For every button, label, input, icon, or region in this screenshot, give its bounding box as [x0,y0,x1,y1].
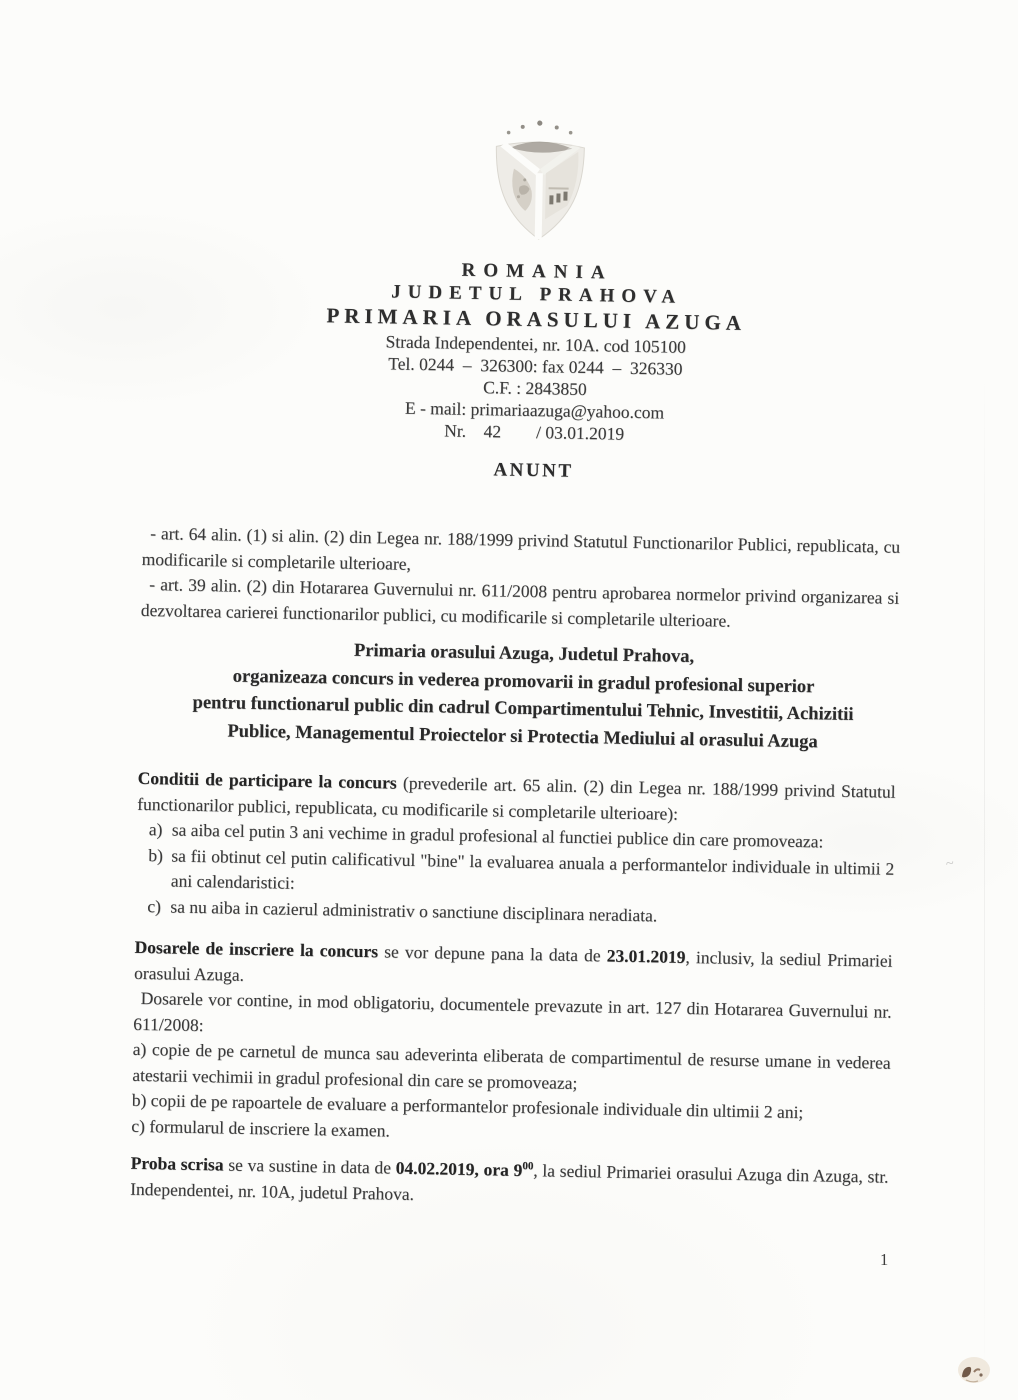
announcement-line: Primaria orasului Azuga, Judetul Prahova, [353,640,695,668]
letterhead-email: E - mail: primariaazuga@yahoo.com [404,397,665,423]
coat-of-arms-icon [483,116,597,244]
dossier-tail: , inclusiv, la sediul Primariei orasului Azuga. [133,946,893,985]
legal-references [141,521,901,637]
letterhead-country: ROMANIA [461,259,613,284]
announcement-line: pentru functionarul public din cadrul Compartimentului Tehnic, Investitii, Achizitii [192,692,854,725]
exam-date: 04.02.2019, ora $9^{00}$ [395,1157,534,1180]
item-text: sa nu aiba in cazierul administrativ o sanctiune disciplinara neradiata. [170,895,658,925]
exam-tail: , la sediul Primariei orasului Azuga din Azuga, str. Independentei, nr. 10A, judetul Prahova. [130,1160,889,1204]
letterhead-address: Strada Independentei, nr. 10A. cod 105100 [385,331,687,357]
announcement-line: organizeaza concurs in vederea promovarii in gradul profesional superior [232,666,815,697]
document-title: ANUNT [493,459,574,482]
announcement-line: Publice, Managementul Proiectelor si Protectia Mediului al orasului Azuga [227,721,818,752]
exam-hour-superscript: 00 [522,1160,534,1173]
dossier-contents-note: Dosarele vor contine, in mod obligatoriu, documentele prevazute in art. 127 din Hotararea Guvernului nr. 611/2008: [133,987,892,1035]
registration-number: Nr. 42 / 03.01.2019 [444,420,625,444]
item-marker: a) [148,819,163,840]
item-marker: c) [147,895,162,916]
letterhead-county: JUDETUL PRAHOVA [390,281,683,308]
dossier-item-a: a) copie de pe carnetul de munca sau adeverinta eliberata de compartimentul de resurse umane in vederea atestarii vechimii in gradul profesional din care se promoveaza; [132,1038,891,1093]
exam-lead: Proba scrisa [130,1152,224,1175]
legal-reference-1: - art. 64 alin. (1) si alin. (2) din Legea nr. 188/1999 privind Statutul Functionarilor Publici, republicata, cu modificarile si completarile ulterioare, [141,523,901,574]
dossier-item-b: b) copii de pe rapoartele de evaluare a performantelor profesionale individuale din ultimii 2 ani; [131,1089,804,1123]
exam-mid: se va sustine in data de [223,1154,396,1178]
dossier-deadline: 23.01.2019 [606,945,686,967]
written-exam-paragraph [130,1151,889,1216]
item-marker: b) [148,844,164,865]
dossier-mid: se vor depune pana la data de [377,941,607,966]
conditions-lead: Conditii de participare la concurs [137,767,397,793]
letterhead-phone: Tel. 0244 – 326300: fax 0244 – 326330 [388,353,683,379]
ink-smudge [950,1350,996,1396]
page-number: 1 [880,1250,889,1269]
conditions-lead-rest: (prevederile art. 65 alin. (2) din Legea nr. 188/1999 privind Statutul functionarilor publici, republicata, cu modificarile si completarile ulterioare): [137,772,896,824]
pencil-squiggle-mark: ~ [944,855,956,873]
dossier-item-c: c) formularul de inscriere la examen. [131,1115,390,1141]
item-text: sa fii obtinut cel putin calificativul "bine" la evaluarea anuala a performantelor individuale in ultimii 2 ani calendaristici: [170,844,895,893]
letterhead-institution: PRIMARIA ORASULUI AZUGA [326,303,747,335]
announcement-heading [138,634,898,758]
item-text: sa aiba cel putin 3 ani vechime in gradul profesional al functiei publice din care promoveaza: [171,819,824,852]
letterhead-fiscal-code: C.F. : 2843850 [482,377,587,400]
legal-reference-2: - art. 39 alin. (2) din Hotararea Guvernului nr. 611/2008 pentru aprobarea normelor privind organizarea si dezvoltarea carierei functionarilor publici, cu modificarile si completarile ulterioare. [140,574,900,631]
letterhead [144,253,905,450]
dossier-lead: Dosarele de inscriere la concurs [134,936,379,962]
scan-crease-line [984,370,985,1400]
written-exam-section [130,1151,889,1216]
document-content [130,0,910,1216]
azuga-coat-of-arms-logo [483,116,597,249]
dossier-section [131,935,893,1153]
